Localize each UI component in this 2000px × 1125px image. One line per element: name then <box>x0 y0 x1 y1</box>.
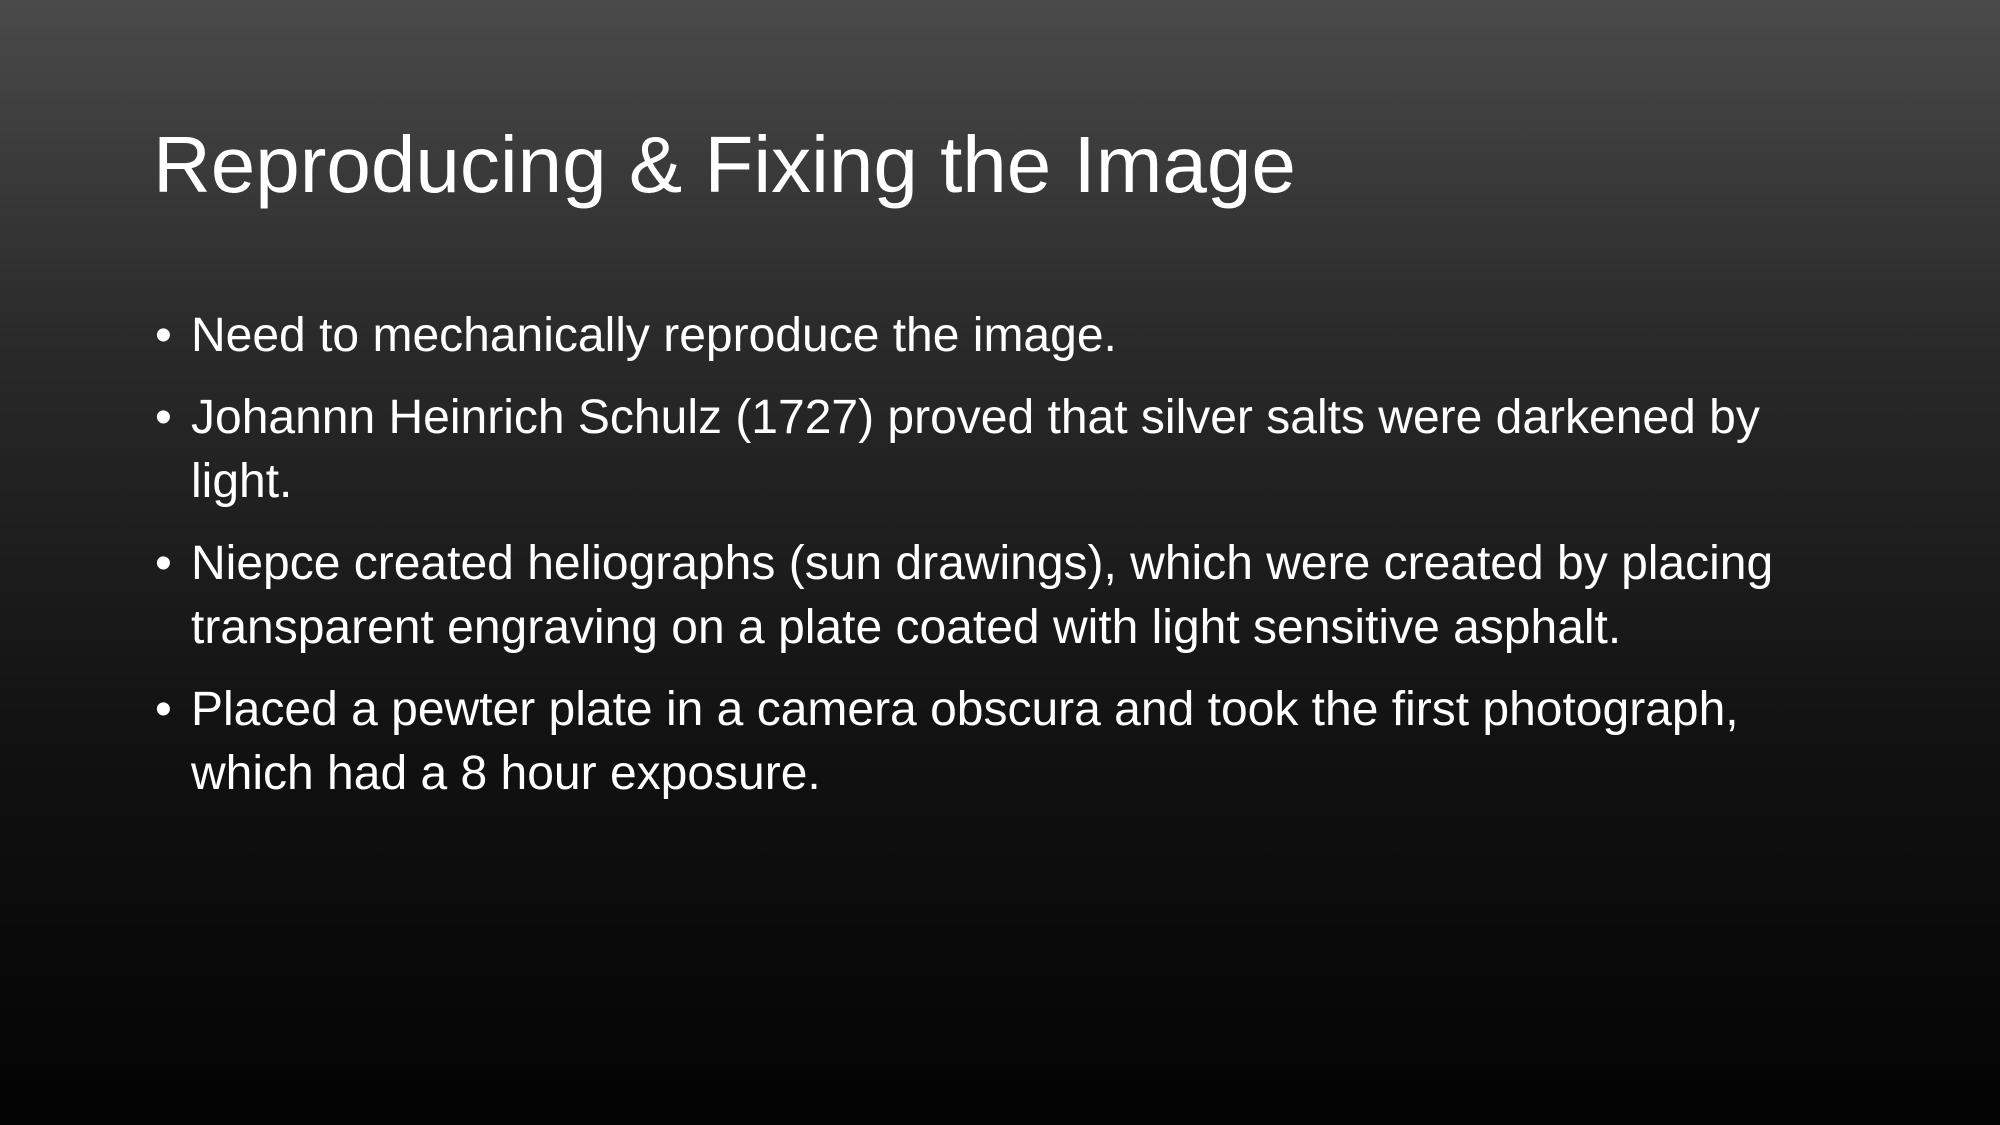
bullet-item <box>153 386 1873 514</box>
bullet-icon: • <box>155 309 172 362</box>
slide-title: Reproducing & Fixing the Image <box>153 120 1296 209</box>
bullet-list <box>153 304 1873 824</box>
bullet-icon: • <box>155 537 172 590</box>
bullet-item <box>153 304 1873 368</box>
bullet-text: Niepce created heliographs (sun drawings), which were created by placing transparent engraving on a plate coated with light sensitive asphalt. <box>191 537 1774 654</box>
bullet-icon: • <box>155 391 172 444</box>
bullet-text: Placed a pewter plate in a camera obscura and took the first photograph, which had a 8 hour exposure. <box>191 683 1739 800</box>
bullet-text: Johannn Heinrich Schulz (1727) proved that silver salts were darkened by light. <box>191 391 1760 508</box>
bullet-text: Need to mechanically reproduce the image. <box>191 309 1117 362</box>
bullet-item <box>153 678 1873 806</box>
bullet-icon: • <box>155 683 172 736</box>
bullet-item <box>153 532 1873 660</box>
